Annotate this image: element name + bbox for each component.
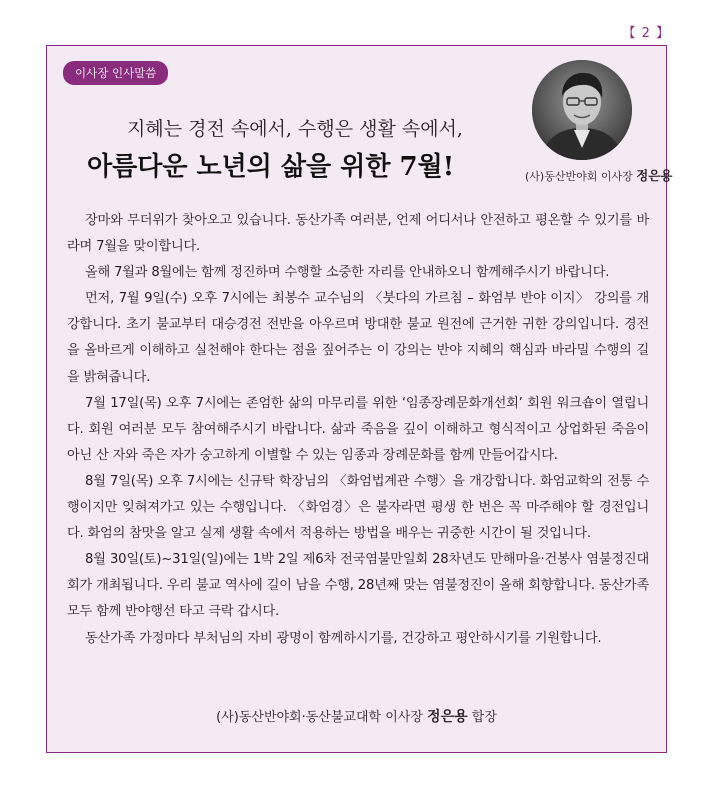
signature-prefix: (사)동산반야회·동산불교대학 이사장 [216,710,428,725]
greeting-panel [46,45,673,753]
article-title: 아름다운 노년의 삶을 위한 7월! [87,152,455,182]
closing-signature [47,706,666,726]
body-paragraph: 7월 17일(목) 오후 7시에는 존엄한 삶의 마무리를 위한 ‘임종장례문화개선회’ 회원 워크숍이 열립니다. 회원 여러분 모두 참여해주시기 바랍니다. 삶과 죽음을 깊이 이해하고 형식적이고 상업화된 죽음이 아닌 산 자와 죽은 자가 숭고하게 이별할 수 있는 임종과 장례문화를 함께 만들어갑시다. [67,395,649,463]
author-affiliation: (사)동산반야회 이사장 [525,170,637,183]
article-subtitle: 지혜는 경전 속에서, 수행은 생활 속에서, [127,118,463,140]
signature-suffix: 합장 [467,710,497,725]
chairman-portrait-photo [532,60,632,160]
author-credit [525,166,672,184]
body-paragraph: 동산가족 가정마다 부처님의 자비 광명이 함께하시기를, 건강하고 평안하시기를 기원합니다. [85,630,602,646]
page-number: 【 2 】 [622,26,670,41]
body-paragraph: 올해 7월과 8월에는 함께 정진하며 수행할 소중한 자리를 안내하오니 함께해주시기 바랍니다. [85,265,610,281]
body-paragraph: 먼저, 7월 9일(수) 오후 7시에는 최봉수 교수님의 〈붓다의 가르침 – 화엄부 반야 이지〉 강의를 개강합니다. 초기 불교부터 대승경전 전반을 아우르며 방대한 불교 원전에 근거한 귀한 강의입니다. 경전을 올바르게 이해하고 실천해야 한다는 점을 짚어주는 이 강의는 반야 지혜의 핵심과 바라밀 수행의 길을 밝혀줍니다. [67,291,649,385]
body-paragraph: 8월 7일(목) 오후 7시에는 신규탁 학장님의 〈화엄법계관 수행〉을 개강합니다. 화엄교학의 전통 수행이지만 잊혀져가고 있는 수행입니다. 〈화엄경〉은 불자라면 평생 한 번은 꼭 마주해야 할 경전입니다. 화엄의 참맛을 알고 실제 생활 속에서 적용하는 방법을 배우는 귀중한 시간이 될 것입니다. [67,473,649,542]
article-body [67,208,649,652]
author-name: 정은용 [636,168,673,183]
section-badge: 이사장 인사말씀 [63,61,168,85]
body-paragraph: 8월 30일(토)~31일(일)에는 1박 2일 제6차 전국염불만일회 28차년도 만해마을·건봉사 염불정진대회가 개최됩니다. 우리 불교 역사에 길이 남을 수행, 28년째 맞는 염불정진이 올해 회향합니다. 동산가족 모두 함께 반야행선 타고 극락 갑시다. [67,552,649,620]
signature-name: 정은용 [427,709,468,725]
body-paragraph: 장마와 무더위가 찾아오고 있습니다. 동산가족 여러분, 언제 어디서나 안전하고 평온할 수 있기를 바라며 7월을 맞이합니다. [67,213,649,255]
